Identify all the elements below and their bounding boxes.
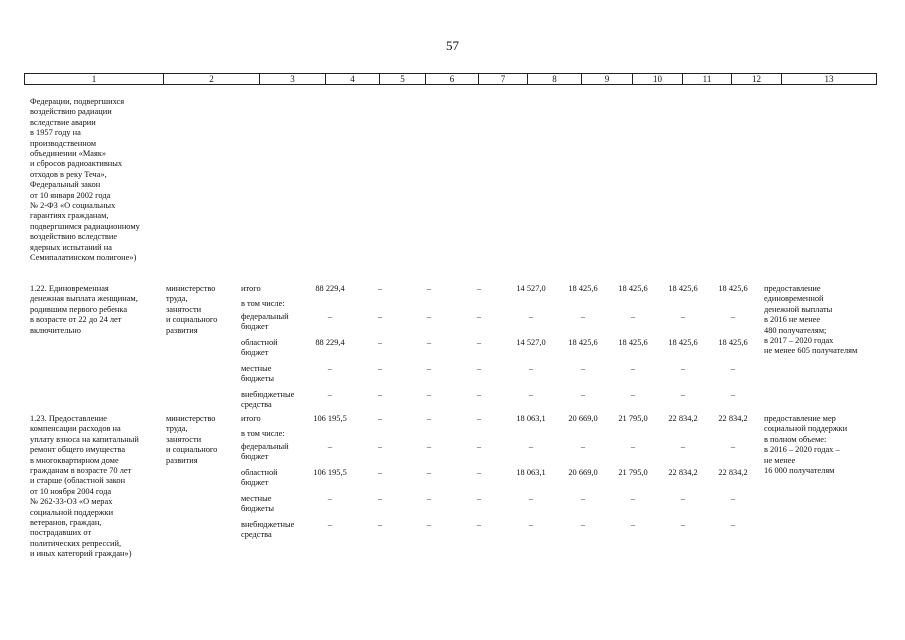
column-number: 7 (479, 74, 528, 85)
funding-value: – (426, 364, 432, 373)
column-number: 6 (426, 74, 479, 85)
funding-source-label: федеральный бюджет (241, 442, 289, 462)
funding-value: 18 063,1 (516, 414, 546, 423)
funding-value: – (630, 312, 636, 321)
funding-value: 18 425,6 (668, 338, 698, 347)
expected-result: предоставление мер социальной поддержки в полном объеме: в 2016 – 2020 годах – не менее 16 000 получателям (764, 414, 848, 476)
funding-value: 14 527,0 (516, 284, 546, 293)
funding-source-label: внебюджетные средства (241, 520, 295, 540)
funding-value: – (528, 494, 534, 503)
funding-value: – (528, 364, 534, 373)
funding-value: – (680, 364, 686, 373)
funding-value: – (327, 312, 333, 321)
funding-value: 22 834,2 (718, 468, 748, 477)
column-number: 8 (528, 74, 582, 85)
funding-value: – (580, 390, 586, 399)
funding-value: 21 795,0 (618, 414, 648, 423)
funding-value: – (377, 390, 383, 399)
section-name: 1.23. Предоставление компенсации расходов на уплату взноса на капитальный ремонт общего имущества в многоквартирном доме гражданам в возрасте 70 лет и старше (областной закон от 10 ноября 2004 года № 262-33-ОЗ «О мерах социальной поддержки ветеранов, граждан, пострадавших от политических репрессий, и иных категорий граждан») (30, 414, 139, 559)
funding-value: – (580, 442, 586, 451)
funding-value: – (528, 442, 534, 451)
column-number: 2 (164, 74, 260, 85)
funding-value: – (476, 312, 482, 321)
funding-value: 18 425,6 (718, 338, 748, 347)
funding-value: 18 425,6 (568, 338, 598, 347)
funding-value: 20 669,0 (568, 414, 598, 423)
funding-source-label: внебюджетные средства (241, 390, 295, 410)
funding-value: – (528, 312, 534, 321)
funding-value: – (680, 494, 686, 503)
funding-value: – (730, 494, 736, 503)
funding-value: 88 229,4 (315, 338, 345, 347)
executor: министерство труда, занятости и социального развития (166, 284, 218, 335)
funding-value: – (377, 442, 383, 451)
funding-value: – (580, 312, 586, 321)
funding-value: 22 834,2 (668, 414, 698, 423)
funding-value: – (680, 312, 686, 321)
column-number: 13 (782, 74, 877, 85)
funding-value: – (630, 390, 636, 399)
funding-value: 106 195,5 (313, 414, 347, 423)
funding-value: – (377, 494, 383, 503)
funding-source-label: в том числе: (241, 299, 285, 308)
funding-value: – (476, 390, 482, 399)
column-number: 10 (633, 74, 683, 85)
funding-value: – (426, 414, 432, 423)
funding-value: – (476, 494, 482, 503)
funding-value: – (476, 414, 482, 423)
funding-value: – (528, 520, 534, 529)
column-number: 1 (25, 74, 164, 85)
funding-value: – (377, 414, 383, 423)
funding-value: – (476, 520, 482, 529)
funding-value: 106 195,5 (313, 468, 347, 477)
funding-source-label: местные бюджеты (241, 494, 275, 514)
funding-value: – (476, 284, 482, 293)
funding-value: – (476, 442, 482, 451)
funding-value: – (630, 520, 636, 529)
funding-value: – (476, 468, 482, 477)
funding-value: – (426, 390, 432, 399)
intro-text: Федерации, подвергшихся воздействию радиации вследствие аварии в 1957 году на производственном объединении «Маяк» и сбросов радиоактивных отходов в реку Теча», Федеральный закон от 10 января 2002 года № 2-ФЗ «О социальных гарантиях гражданам, подвергшимся радиационному воздействию вследствие ядерных испытаний на Семипалатинском полигоне») (30, 97, 140, 263)
funding-source-label: областной бюджет (241, 468, 278, 488)
funding-value: 88 229,4 (315, 284, 345, 293)
section-name: 1.22. Единовременная денежная выплата женщинам, родившим первого ребенка в возрасте от 22 до 24 лет включительно (30, 284, 138, 335)
funding-source-label: местные бюджеты (241, 364, 275, 384)
funding-value: – (580, 364, 586, 373)
funding-value: – (730, 520, 736, 529)
column-number: 11 (683, 74, 732, 85)
funding-value: – (730, 312, 736, 321)
funding-value: 22 834,2 (668, 468, 698, 477)
funding-value: – (476, 364, 482, 373)
funding-value: – (630, 442, 636, 451)
funding-source-label: итого (241, 414, 261, 423)
funding-value: 21 795,0 (618, 468, 648, 477)
funding-value: – (327, 494, 333, 503)
page-number: 57 (446, 38, 459, 53)
funding-value: – (426, 312, 432, 321)
funding-value: – (476, 338, 482, 347)
funding-value: – (327, 364, 333, 373)
column-number: 9 (582, 74, 633, 85)
expected-result: предоставление единовременной денежной выплаты в 2016 не менее 480 получателям; в 2017 – 2020 годах не менее 605 получателям (764, 284, 858, 356)
funding-value: – (730, 442, 736, 451)
funding-value: – (377, 468, 383, 477)
funding-value: – (327, 390, 333, 399)
funding-source-label: областной бюджет (241, 338, 278, 358)
funding-value: 14 527,0 (516, 338, 546, 347)
funding-value: – (377, 338, 383, 347)
funding-value: 22 834,2 (718, 414, 748, 423)
column-number: 12 (732, 74, 782, 85)
funding-value: – (377, 364, 383, 373)
funding-value: – (426, 468, 432, 477)
funding-value: 18 425,6 (618, 284, 648, 293)
funding-value: 18 425,6 (668, 284, 698, 293)
funding-value: – (680, 520, 686, 529)
funding-value: 18 425,6 (618, 338, 648, 347)
funding-value: – (680, 442, 686, 451)
funding-value: – (377, 520, 383, 529)
funding-value: – (426, 338, 432, 347)
funding-value: 18 063,1 (516, 468, 546, 477)
funding-value: – (426, 284, 432, 293)
funding-value: – (377, 284, 383, 293)
column-number: 5 (380, 74, 426, 85)
column-number: 4 (326, 74, 380, 85)
funding-value: – (730, 390, 736, 399)
funding-value: – (528, 390, 534, 399)
funding-source-label: итого (241, 284, 261, 293)
funding-value: – (630, 364, 636, 373)
funding-value: 18 425,6 (718, 284, 748, 293)
funding-value: – (426, 520, 432, 529)
funding-value: – (327, 520, 333, 529)
funding-value: – (680, 390, 686, 399)
funding-value: – (730, 364, 736, 373)
column-header-table (24, 73, 877, 85)
column-number: 3 (260, 74, 326, 85)
funding-value: – (580, 520, 586, 529)
funding-value: – (630, 494, 636, 503)
funding-value: – (377, 312, 383, 321)
funding-value: – (426, 442, 432, 451)
funding-value: 18 425,6 (568, 284, 598, 293)
funding-value: – (327, 442, 333, 451)
funding-source-label: федеральный бюджет (241, 312, 289, 332)
funding-source-label: в том числе: (241, 429, 285, 438)
funding-value: 20 669,0 (568, 468, 598, 477)
funding-value: – (580, 494, 586, 503)
executor: министерство труда, занятости и социального развития (166, 414, 218, 465)
funding-value: – (426, 494, 432, 503)
